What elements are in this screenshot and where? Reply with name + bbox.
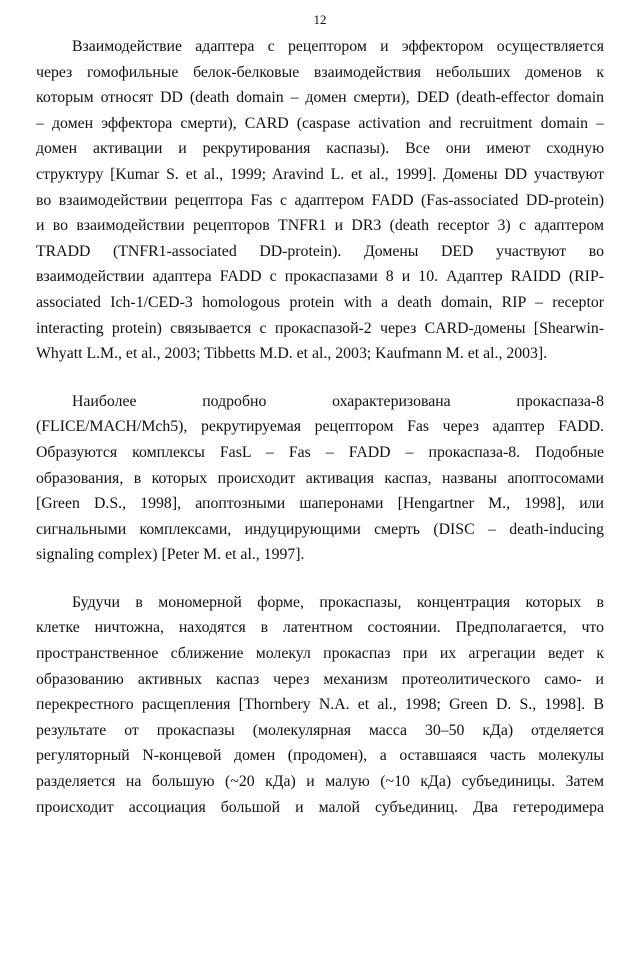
text-line: TRADD (TNFR1-associated DD-protein). Домены DED участвуют во [36,242,604,260]
text-line: interacting protein) связывается с прокаспазой-2 через CARD-домены [Shearwin- [36,319,604,337]
text-line: которым относят DD (death domain – домен смерти), DED (death-effector domain [36,89,604,107]
text-line: Взаимодействие адаптера с рецептором и эффектором осуществляется [72,38,604,55]
text-line: (FLICE/MACH/Mch5), рекрутируемая рецептором Fas через адаптер FADD. [36,418,604,436]
paragraph [36,389,604,568]
text-line: через гомофильные белок-белковые взаимодействия небольших доменов к [36,63,604,81]
text-line: домен активации и рекрутирования каспазы). Все они имеют сходную [36,140,604,158]
text-line: образованию активных каспаз через механизм протеолитического само- и [36,670,604,688]
text-line: signaling complex) [Peter M. et al., 1997]. [36,546,305,564]
text-line: образования, в которых происходит активация каспаз, названы апоптосомами [36,469,604,487]
text-line: Будучи в мономерной форме, прокаспазы, концентрация которых в [72,593,604,611]
text-line: взаимодействии адаптера FADD с прокаспазами 8 и 10. Адаптер RAIDD (RIP- [36,268,604,286]
text-line: разделяется на большую (~20 кДа) и малую (~10 кДа) субъединицы. Затем [36,773,604,791]
paragraph [36,590,604,820]
text-line: происходит ассоциация большой и малой субъединиц. Два гетеродимера [36,798,604,816]
text-line: структуру [Kumar S. et al., 1999; Aravind L. et al., 1999]. Домены DD участвуют [36,165,604,183]
text-line: [Green D.S., 1998], апоптозными шаперонами [Hengartner M., 1998], или [36,495,604,513]
text-line: регуляторный N-концевой домен (продомен), а оставшаяся часть молекулы [36,747,604,765]
text-line: Whyatt L.M., et al., 2003; Tibbetts M.D. et al., 2003; Kaufmann M. et al., 2003]. [36,345,548,363]
text-line: и во взаимодействии рецепторов TNFR1 и DR3 (death receptor 3) с адаптером [36,217,604,235]
text-line: Образуются комплексы FasL – Fas – FADD – прокаспаза-8. Подобные [36,443,604,461]
text-line: пространственное сближение молекул прокаспаз при их агрегации ведет к [36,645,604,663]
text-line: сигнальными комплексами, индуцирующими смерть (DISC – death-inducing [36,520,604,538]
page-number: 12 [313,12,327,27]
text-line: – домен эффектора смерти), CARD (caspase activation and recruitment domain – [36,114,604,132]
text-line: associated Ich-1/CED-3 homologous protein with a death domain, RIP – receptor [36,293,604,311]
text-line: результате от прокаспазы (молекулярная масса 30–50 кДа) отделяется [36,721,604,739]
paragraph [36,34,604,367]
text-line: клетке ничтожна, находятся в латентном состоянии. Предполагается, что [36,619,604,637]
text-line: перекрестного расщепления [Thornbery N.A. et al., 1998; Green D. S., 1998]. В [36,696,604,714]
text-line: Наиболее подробно охарактеризована прокаспаза-8 [72,392,604,410]
document-body [36,34,604,820]
text-line: во взаимодействии рецептора Fas с адаптером FADD (Fas-associated DD-protein) [36,191,604,209]
